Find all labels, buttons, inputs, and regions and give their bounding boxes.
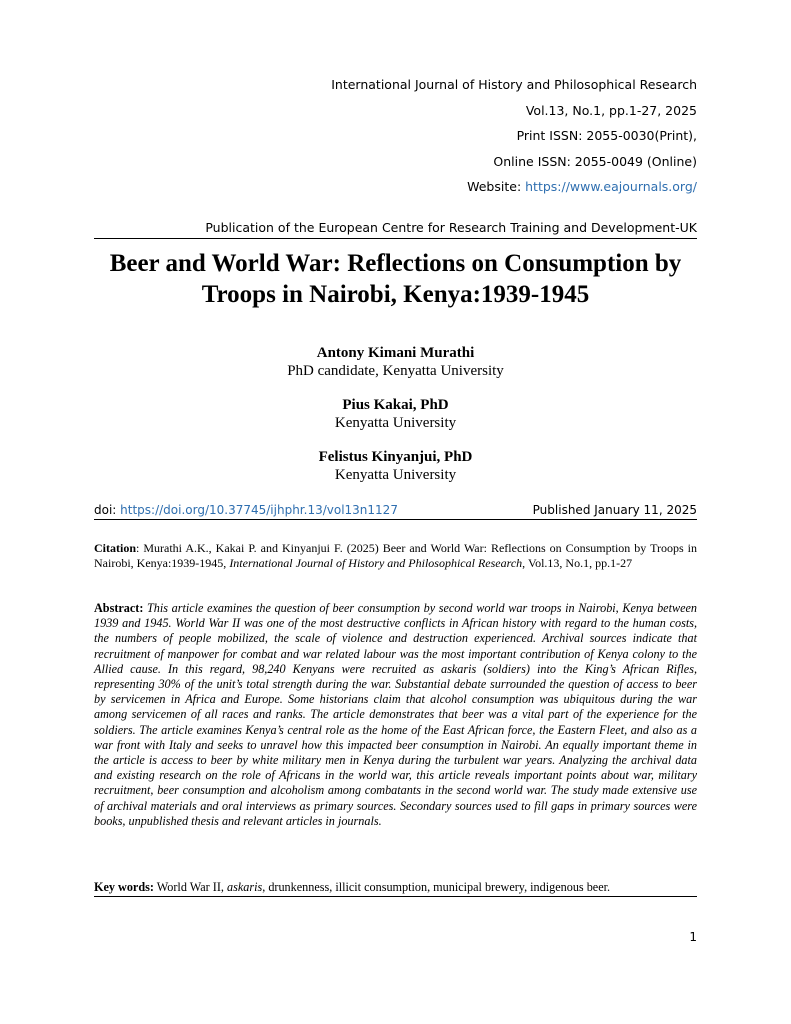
- author-name: Antony Kimani Murathi: [316, 345, 475, 361]
- doi-link[interactable]: https://doi.org/10.37745/ijhphr.13/vol13n1127: [120, 503, 398, 517]
- abstract-label: Abstract:: [94, 601, 144, 615]
- volume-info: Vol.13, No.1, pp.1-27, 2025: [525, 102, 697, 118]
- citation-details: , Vol.13, No.1, pp.1-27: [522, 555, 633, 570]
- publisher-line: Publication of the European Centre for Research Training and Development-UK: [94, 220, 697, 239]
- keywords: [94, 880, 697, 897]
- keywords-text: World War II,: [153, 880, 227, 894]
- doi-label: doi:: [94, 503, 121, 517]
- published-date: Published January 11, 2025: [532, 503, 697, 517]
- author-affiliation: Kenyatta University: [334, 415, 457, 431]
- online-issn: Online ISSN: 2055-0049 (Online): [493, 153, 697, 169]
- author-list: [0, 344, 791, 500]
- abstract: [94, 601, 697, 829]
- citation-journal: International Journal of History and Philosophical Research: [229, 555, 523, 570]
- website-line: [331, 178, 697, 204]
- author-affiliation: Kenyatta University: [334, 467, 457, 483]
- citation-label: Citation: [94, 541, 136, 555]
- title-line-2: Troops in Nairobi, Kenya:1939-1945: [201, 281, 590, 308]
- journal-name: International Journal of History and Philosophical Research: [331, 77, 697, 92]
- keywords-label: Key words:: [94, 880, 154, 894]
- page-number: 1: [689, 930, 697, 944]
- keywords-italic: askaris: [227, 880, 263, 894]
- author-affiliation: PhD candidate, Kenyatta University: [287, 363, 504, 379]
- author-name: Felistus Kinyanjui, PhD: [318, 449, 473, 465]
- author-name: Pius Kakai, PhD: [342, 397, 449, 413]
- doi-row: [94, 503, 697, 520]
- title-line-1: Beer and World War: Reflections on Consumption by: [109, 250, 682, 277]
- keywords-rest: , drunkenness, illicit consumption, municipal brewery, indigenous beer.: [262, 880, 611, 894]
- doi: [94, 503, 398, 517]
- citation: [94, 541, 697, 570]
- paper-title: [60, 248, 731, 310]
- citation-text: : Murathi A.K., Kakai P. and Kinyanjui F. (2025) Beer and World War: Reflections on Consumption by Troops in Nairobi, Kenya:1939-1945,: [94, 541, 697, 570]
- abstract-text: This article examines the question of beer consumption by second world war troops in Nairobi, Kenya between 1939 and 1945. World War II was one of the most destructive conflicts in African history with regard to the human costs, the numbers of people mobilized, the scale of violence and destruction experienced. Archival sources indicate that recruitment of manpower for combat and war related labour was the most important contribution of Kenya colony to the Allied cause. In this regard, 98,240 Kenyans were recruited as askaris (soldiers) into the King’s African Rifles, representing 30% of the unit’s total strength during the war. Substantial debate surrounded the question of access to beer by servicemen in Africa and Europe. Some historians claim that alcohol consumption was ubiquitous during the war among servicemen of all races and ranks. The article demonstrates that beer was a vital part of the experience for the soldiers. The article examines Kenya’s central role as the home of the East African force, the Eastern Fleet, and also as a war front with Italy and seeks to unravel how this impacted beer consumption in Nairobi. An equally important theme in the article is access to beer by white military men in Kenya during the turbulent war years. Analyzing the archival data and existing research on the role of Africans in the world war, this article reveals important points about war, military recruitment, beer consumption and alcoholism among combatants in the second world war. The study made extensive use of archival materials and oral interviews as primary sources. Secondary sources used to fill gaps in primary sources were books, unpublished thesis and relevant articles in journals.: [94, 601, 698, 828]
- print-issn: Print ISSN: 2055-0030(Print),: [516, 128, 697, 143]
- website-label: Website:: [467, 179, 526, 194]
- journal-header: [331, 76, 697, 204]
- website-link[interactable]: https://www.eajournals.org/: [525, 179, 697, 194]
